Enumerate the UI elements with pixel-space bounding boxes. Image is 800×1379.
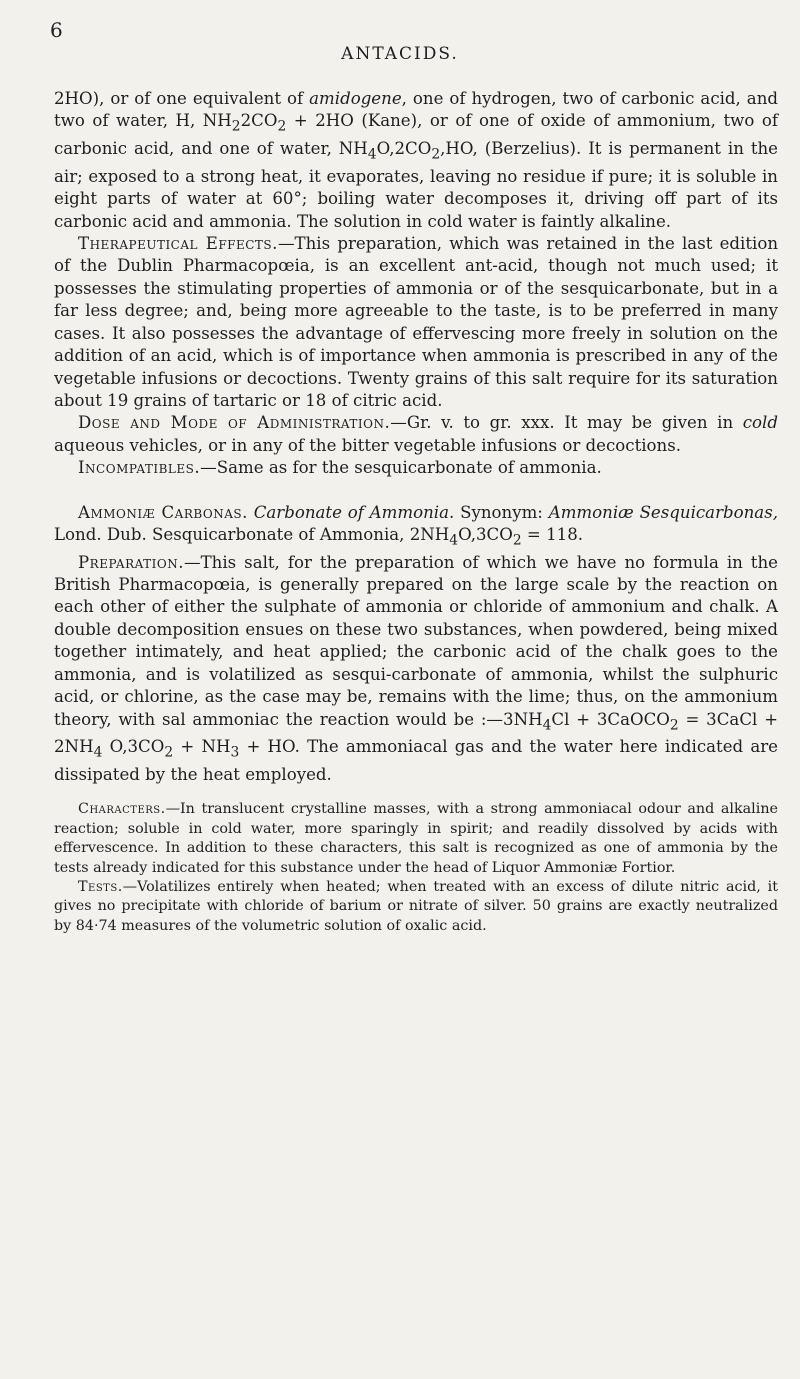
paragraph-characters: Characters.—In translucent crystalline masses, with a strong ammoniacal odour and alkaline reaction; soluble in cold water, more sparingly in spirit; and readily dissolved by acids with effervescence. In addition to these characters, this salt is recognized as one of ammonia by the tests already indicated for this substance under the head of Liquor Ammoniæ Fortior.	[54, 801, 778, 876]
body-text	[54, 88, 778, 936]
paragraph-ammoniae-carbonas: Ammoniæ Carbonas. Carbonate of Ammonia. Synonym: Ammoniæ Sesquicarbonas, Lond. Dub. Sesquicarbonate of Ammonia, $2NH_4O,3CO_2 = 118$.	[54, 502, 778, 549]
section-heading: Therapeutical Effects.	[78, 234, 278, 254]
paragraph-tests: Tests.—Volatilizes entirely when heated; when treated with an excess of dilute nitric acid, it gives no precipitate with chloride of barium or nitrate of silver. 50 grains are exactly neutralized by 84·74 measures of the volumetric solution of oxalic acid.	[54, 878, 778, 934]
section-heading: Preparation.	[78, 552, 185, 572]
entry-heading: Ammoniæ Carbonas.	[78, 502, 248, 522]
page-number: 6	[50, 18, 63, 42]
running-head: ANTACIDS.	[341, 44, 459, 64]
paragraph-therapeutical-effects: Therapeutical Effects.—This preparation, which was retained in the last edition of the Dublin Pharmacopœia, is an excellent ant-acid, though not much used; it possesses the stimulating properties of ammonia or of the sesquicarbonate, but in a far less degree; and, being more agreeable to the taste, is to be preferred in many cases. It also possesses the advantage of effervescing more freely in solution on the addition of an acid, which is of importance when ammonia is prescribed in any of the vegetable infusions or decoctions. Twenty grains of this salt require for its saturation about 19 grains of tartaric or 18 of citric acid.	[54, 234, 779, 410]
paragraph-dose: Dose and Mode of Administration.—Gr. v. to gr. xxx. It may be given in cold aqueous vehicles, or in any of the bitter vegetable infusions or decoctions.	[54, 413, 778, 455]
small-print	[54, 800, 778, 936]
section-heading: Incompatibles.	[78, 458, 201, 478]
paragraph-preparation: Preparation.—This salt, for the preparation of which we have no formula in the British Pharmacopœia, is generally prepared on the large scale by the reaction on each other of either the sulphate of ammonia or chloride of ammonium and chalk. A double decomposition ensues on these two substances, when powdered, being mixed together intimately, and heat applied; the carbonic acid of the chalk goes to the ammonia, and is volatilized as sesqui-carbonate of ammonia, whilst the sulphuric acid, or chlorine, as the case may be, remains with the lime; thus, on the ammonium theory, with sal ammoniac the reaction would be $:—3NH_4Cl$ + 3CaOCO$_2$ = 3CaCl + $2NH_4$ $O,3CO_2 + NH_3$ + HO. The ammoniacal gas and the water here indicated are dissipated by the heat employed.	[54, 552, 779, 784]
section-heading: Tests.	[78, 878, 123, 895]
paragraph-incompatibles: Incompatibles.—Same as for the sesquicarbonate of ammonia.	[78, 458, 602, 478]
section-heading: Dose and Mode of Administration.	[78, 413, 391, 433]
section-heading: Characters.	[78, 801, 166, 818]
paragraph-composition: 2HO), or of one equivalent of amidogene, one of hydrogen, two of carbonic acid, and two of water, H, $NH_22CO_2 + 2HO$ (Kane), or of one of oxide of ammonium, two of carbonic acid, and one of water, $NH_4O,2CO_2,HO$, (Berzelius). It is permanent in the air; exposed to a strong heat, it evaporates, leaving no residue if pure; it is soluble in eight parts of water at 60°; boiling water decomposes it, driving off part of its carbonic acid and ammonia. The solution in cold water is faintly alkaline.	[54, 89, 779, 231]
